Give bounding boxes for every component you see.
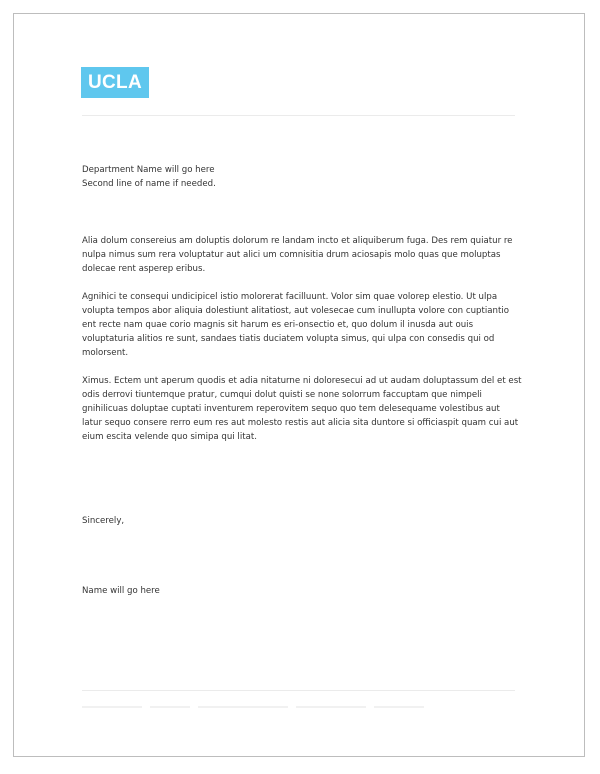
signature-name: Name will go here bbox=[82, 586, 160, 596]
header-divider bbox=[82, 115, 515, 116]
department-block bbox=[82, 163, 522, 191]
department-name-line: Department Name will go here bbox=[82, 165, 215, 175]
footer-faint-mark bbox=[296, 706, 366, 708]
body-paragraph-3: Ximus. Ectem unt aperum quodis et adia nitaturne ni doloresecui ad ut audam doluptassum del et est odis derrovi tiuntemque pratur, cumqui dolut quisti se none solorrum faccuptam que nimpeli gnihilicuas doluptae cuptati inventurem reperovitem sequo quo tem delesequame volestibus aut latur sequo consere rerro eum res aut molesto restis aut alicia sita duntore si officiaspit quam cui aut eium escita velende quo simipa qui litat. bbox=[82, 376, 522, 442]
footer-faint-mark bbox=[150, 706, 190, 708]
body-paragraph-1: Alia dolum consereius am doluptis dolorum re landam incto et aliquiberum fuga. Des rem quiatur re nulpa nimus sum rera voluptatur aut alici um comnisitia drum aciosapis molo quas que moluptas dolecae rent asperep eribus. bbox=[82, 236, 513, 274]
body-paragraph-2: Agnihici te consequi undicipicel istio molorerat facilluunt. Volor sim quae volorep elestio. Ut ulpa volupta tempos abor aliquia dolestiunt alitatiost, aut volesecae cum inullupta volore con cuptiantio ent recte nam quae corio magnis sit harum es eri-onsectio et, quo dolum il inusda aut ouis voluptaturia alitios re sunt, sandaes tiatis duciatem volupta simus, qui ulpa con consedis qui od molorsent. bbox=[82, 292, 509, 358]
footer-area bbox=[82, 702, 515, 712]
footer-faint-mark bbox=[82, 706, 142, 708]
closing-salutation: Sincerely, bbox=[82, 516, 125, 526]
footer-faint-mark bbox=[374, 706, 424, 708]
footer-divider bbox=[82, 690, 515, 691]
department-name-second-line: Second line of name if needed. bbox=[82, 179, 216, 189]
ucla-logo: UCLA bbox=[81, 67, 149, 98]
footer-faint-mark bbox=[198, 706, 288, 708]
